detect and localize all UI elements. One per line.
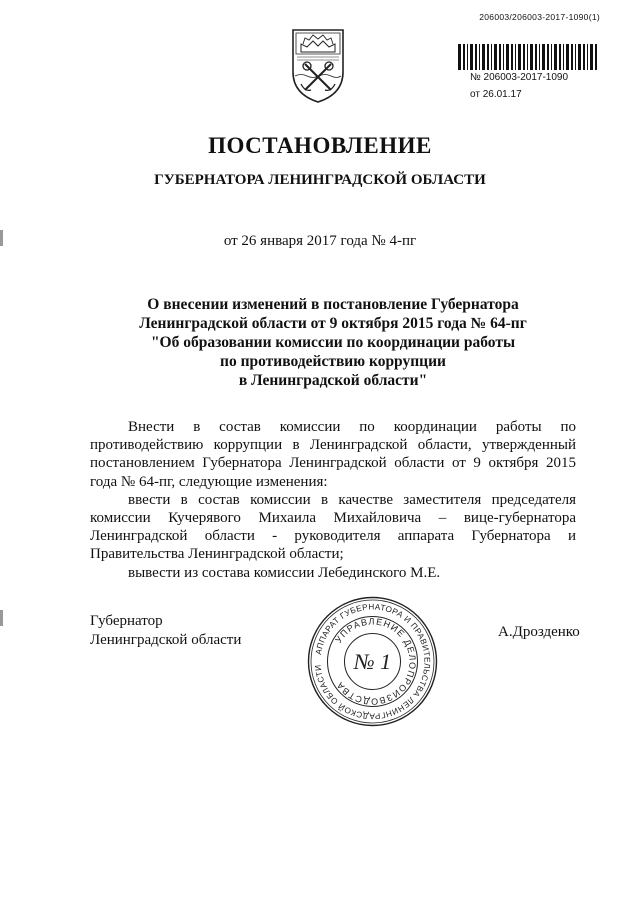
heading-line: О внесении изменений в постановление Губернатора [147, 296, 519, 313]
heading-line: по противодействию коррупции [220, 353, 446, 370]
coat-of-arms-emblem [287, 26, 349, 104]
resolution-heading [90, 295, 576, 390]
signatory-position [90, 612, 241, 649]
margin-mark [0, 610, 3, 626]
stamp-ring-text: АППАРАТ ГУБЕРНАТОРА И ПРАВИТЕЛЬСТВА ЛЕНИНГРАДСКОЙ ОБЛАСТИ [313, 602, 432, 721]
registration-date: от 26.01.17 [470, 89, 522, 100]
body-paragraph-2: ввести в состав комиссии в качестве заместителя председателя комиссии Кучерявого Михаила Михайловича – вице-губернатора Ленинградской области - руководителя аппарата Губернатора и Правительства Ленинградской области; [90, 491, 576, 563]
document-reference: 206003/206003-2017-1090(1) [479, 12, 600, 22]
registration-number: № 206003-2017-1090 [470, 72, 569, 83]
heading-line: "Об образовании комиссии по координации работы [150, 334, 516, 351]
body-paragraph-3: вывести из состава комиссии Лебединского М.Е. [128, 564, 441, 581]
resolution-body [90, 418, 576, 582]
signatory-name: А.Дрозденко [498, 624, 580, 640]
official-seal-stamp [305, 594, 440, 729]
stamp-inner-text: УПРАВЛЕНИЕ ДЕЛОПРОИЗВОДСТВА [333, 616, 418, 707]
document-title: ПОСТАНОВЛЕНИЕ [208, 133, 432, 158]
heading-line: в Ленинградской области" [238, 372, 428, 389]
stamp-number: № 1 [353, 649, 392, 674]
signatory-position-line1: Губернатор [90, 613, 163, 629]
document-date-number: от 26 января 2017 года № 4-пг [223, 233, 417, 249]
document-subtitle: ГУБЕРНАТОРА ЛЕНИНГРАДСКОЙ ОБЛАСТИ [154, 172, 486, 188]
heading-line: Ленинградской области от 9 октября 2015 года № 64-пг [139, 315, 527, 332]
margin-mark [0, 230, 3, 246]
signatory-position-line2: Ленинградской области [90, 631, 242, 648]
barcode [458, 44, 598, 70]
body-paragraph-1: Внести в состав комиссии по координации работы по противодействию коррупции в Ленинградской области, утвержденный постановлением Губернатора Ленинградской области от 9 октября 2015 года № 64-пг, следующие изменения: [90, 419, 576, 490]
